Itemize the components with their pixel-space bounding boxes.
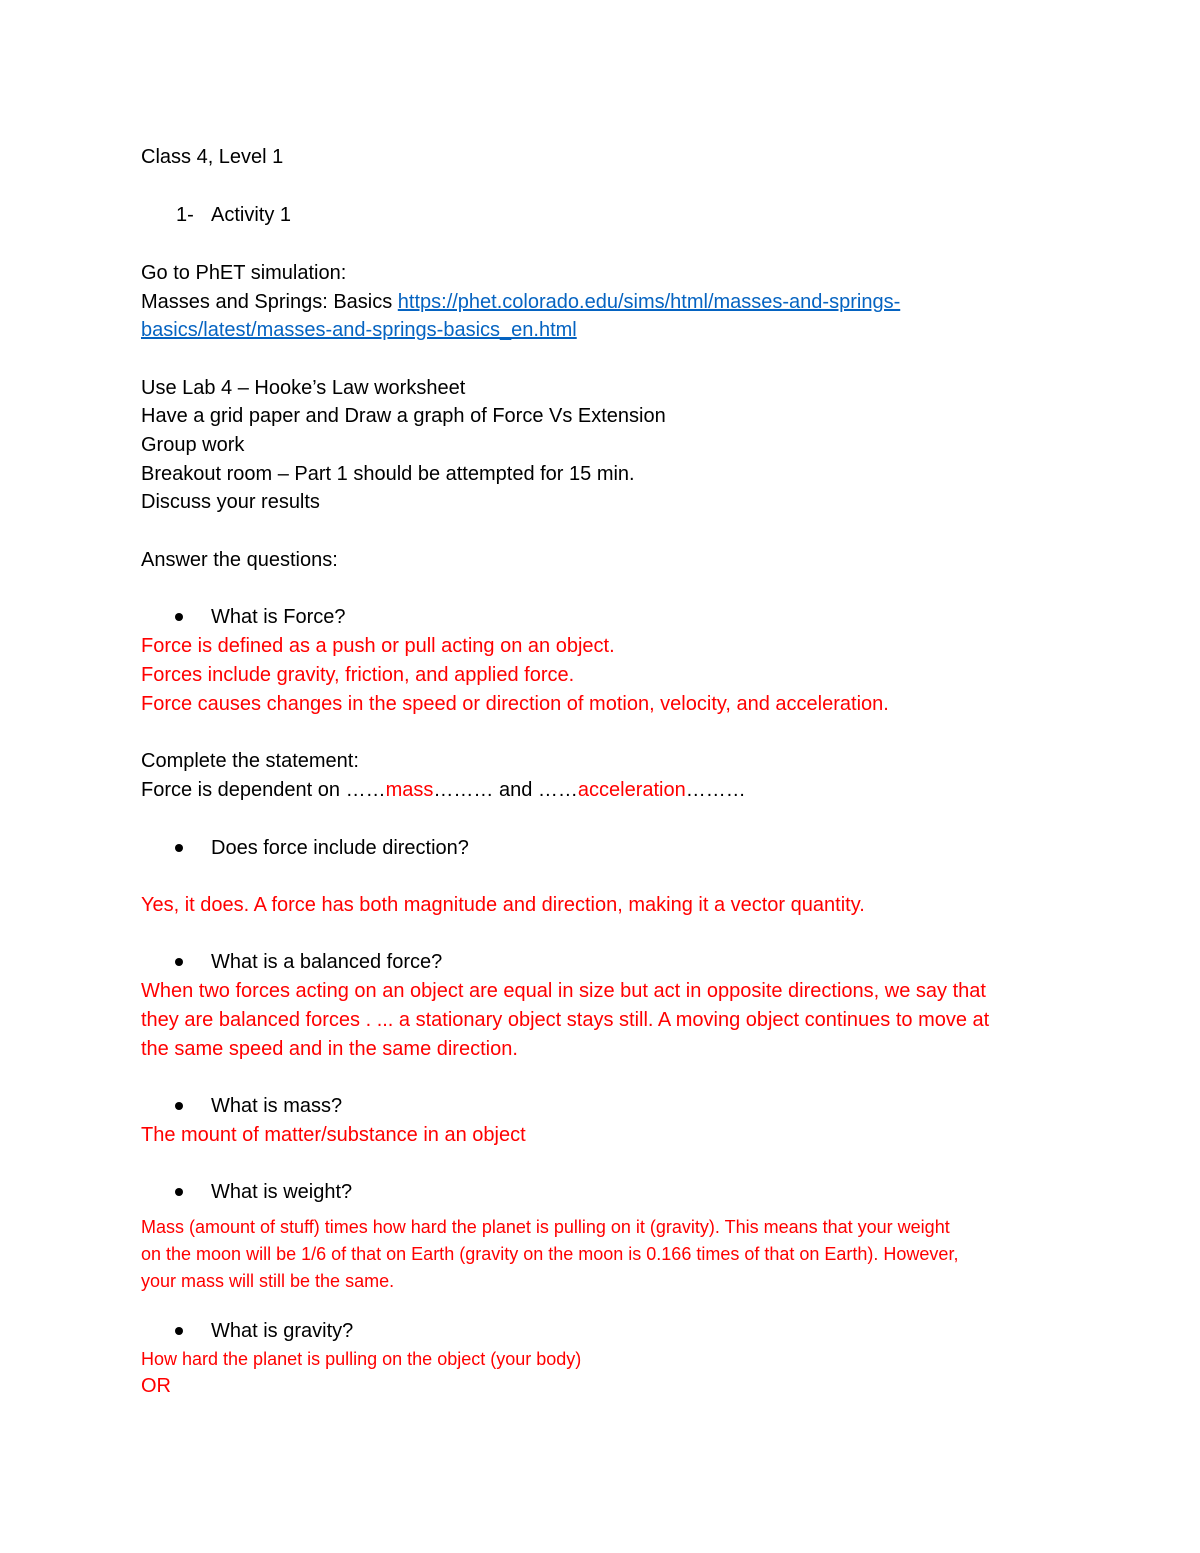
bullet-icon — [175, 1102, 183, 1110]
question-gravity: What is gravity? — [211, 1320, 354, 1342]
statement-middle: ……… and …… — [433, 779, 578, 801]
statement-blank-mass: mass — [385, 779, 434, 801]
question-balanced: What is a balanced force? — [211, 951, 443, 973]
activity-label: Activity 1 — [211, 204, 292, 226]
bullet-icon — [175, 958, 183, 966]
statement-prefix: Force is dependent on …… — [141, 779, 386, 801]
intro-sim-line — [141, 290, 900, 314]
bullet-icon — [175, 1188, 183, 1196]
answer-weight-line: Mass (amount of stuff) times how hard the planet is pulling on it (gravity). This means that your weight — [141, 1217, 950, 1237]
answer-mass: The mount of matter/substance in an object — [141, 1124, 526, 1146]
answer-force-line: Forces include gravity, friction, and applied force. — [141, 664, 575, 686]
answer-balanced-line: they are balanced forces . ... a stationary object stays still. A moving object continues to move at — [141, 1009, 990, 1031]
sim-name: Masses and Springs: Basics — [141, 291, 398, 313]
instruction-line: Group work — [141, 434, 245, 456]
bullet-icon — [175, 1327, 183, 1335]
complete-statement — [141, 778, 746, 802]
sim-link-part1[interactable]: https://phet.colorado.edu/sims/html/masses-and-springs- — [397, 291, 901, 313]
question-direction: Does force include direction? — [211, 837, 469, 859]
bullet-icon — [175, 844, 183, 852]
answer-weight-line: on the moon will be 1/6 of that on Earth (gravity on the moon is 0.166 times of that on Earth). However, — [141, 1244, 959, 1264]
statement-suffix: ……… — [685, 779, 746, 801]
answer-balanced-line: When two forces acting on an object are equal in size but act in opposite directions, we say that — [141, 980, 986, 1002]
question-mass: What is mass? — [211, 1095, 343, 1117]
answer-balanced-line: the same speed and in the same direction. — [141, 1038, 518, 1060]
answer-direction: Yes, it does. A force has both magnitude and direction, making it a vector quantity. — [141, 894, 865, 916]
question-force: What is Force? — [211, 606, 346, 628]
statement-blank-acceleration: acceleration — [577, 779, 686, 801]
answer-gravity: How hard the planet is pulling on the object (your body) — [141, 1349, 582, 1369]
instruction-line: Discuss your results — [141, 491, 320, 513]
answer-heading: Answer the questions: — [141, 549, 338, 571]
instruction-line: Use Lab 4 – Hooke’s Law worksheet — [141, 377, 466, 399]
complete-heading: Complete the statement: — [141, 750, 359, 772]
answer-force-line: Force causes changes in the speed or direction of motion, velocity, and acceleration. — [141, 693, 889, 715]
answer-force-line: Force is defined as a push or pull acting on an object. — [141, 635, 615, 657]
question-weight: What is weight? — [211, 1181, 353, 1203]
instruction-line: Breakout room – Part 1 should be attempted for 15 min. — [141, 463, 635, 485]
answer-weight-line: your mass will still be the same. — [141, 1271, 395, 1291]
instruction-line: Have a grid paper and Draw a graph of Force Vs Extension — [141, 405, 666, 427]
answer-gravity-or: OR — [141, 1375, 171, 1397]
intro-goto: Go to PhET simulation: — [141, 262, 347, 284]
doc-title: Class 4, Level 1 — [141, 146, 284, 168]
sim-link-part2[interactable]: basics/latest/masses-and-springs-basics_en.html — [141, 319, 577, 341]
bullet-icon — [175, 613, 183, 621]
activity-number: 1- — [176, 204, 194, 226]
